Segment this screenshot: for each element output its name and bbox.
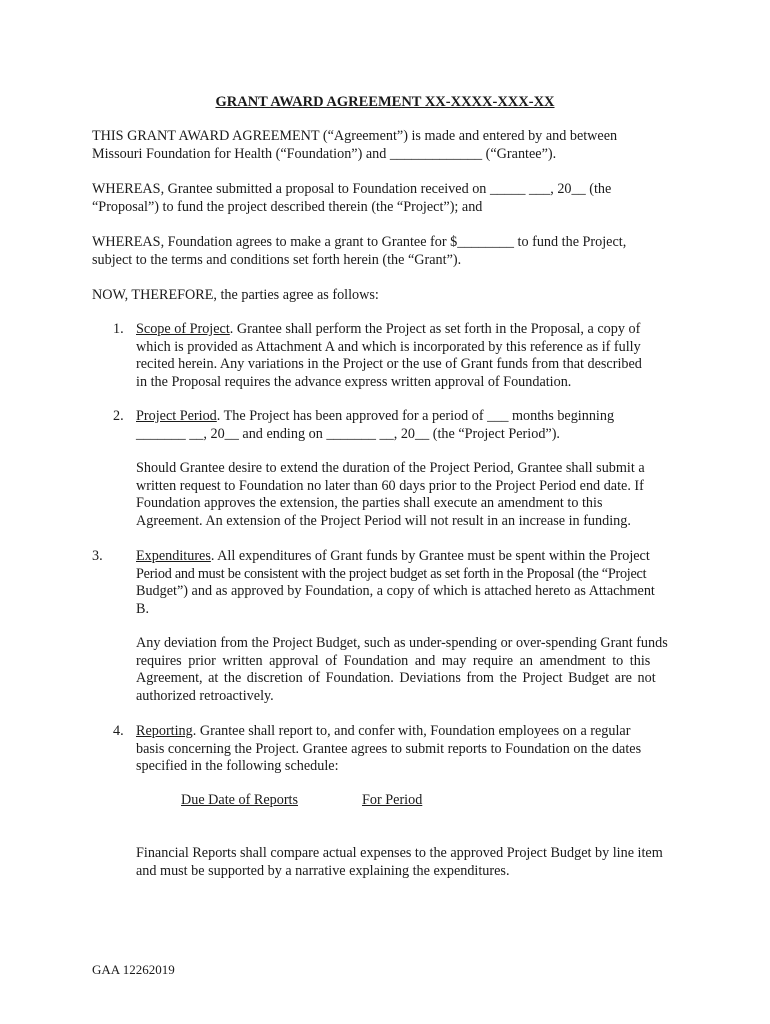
whereas1-line: “Proposal”) to fund the project described therein (the “Project”); and: [92, 198, 483, 215]
section-line: in the Proposal requires the advance express written approval of Foundation.: [136, 373, 572, 390]
financial-reports-paragraph: [136, 845, 663, 880]
section-line: basis concerning the Project. Grantee agrees to submit reports to Foundation on the dates: [136, 740, 642, 757]
section-line: B.: [136, 600, 150, 617]
section-line: Agreement. An extension of the Project Period will not result in an increase in funding.: [136, 512, 631, 529]
whereas1-line: WHEREAS, Grantee submitted a proposal to Foundation received on _____ ___, 20__ (the: [92, 181, 612, 197]
now-therefore-line: NOW, THEREFORE, the parties agree as follows:: [92, 287, 379, 303]
section-line: Should Grantee desire to extend the duration of the Project Period, Grantee shall submit a: [136, 460, 645, 476]
section-line: specified in the following schedule:: [136, 758, 339, 775]
section-heading: Project Period: [136, 408, 217, 424]
section-line: _______ __, 20__ and ending on _______ __, 20__ (the “Project Period”).: [136, 425, 560, 442]
section-line: requires prior written approval of Foundation and may require an amendment to this: [136, 652, 651, 669]
section-heading: Reporting: [136, 723, 193, 739]
section-number: 4.: [113, 723, 124, 739]
section-number: 2.: [113, 408, 124, 424]
schedule-header-due-date: Due Date of Reports: [181, 792, 299, 808]
whereas2-line: subject to the terms and conditions set forth herein (the “Grant”).: [92, 251, 462, 268]
section-line: authorized retroactively.: [136, 687, 274, 704]
section-heading: Expenditures: [136, 548, 211, 564]
intro-line: Missouri Foundation for Health (“Foundation”) and _____________ (“Grantee”).: [92, 145, 557, 162]
whereas2-line: WHEREAS, Foundation agrees to make a grant to Grantee for $________ to fund the Project,: [92, 234, 627, 250]
section-number: 1.: [113, 321, 124, 337]
intro-paragraph: [92, 128, 617, 163]
now-therefore-paragraph: [92, 287, 379, 305]
document-title: GRANT AWARD AGREEMENT XX-XXXX-XXX-XX: [215, 94, 555, 110]
section-line: Budget”) and as approved by Foundation, a copy of which is attached hereto as Attachment: [136, 583, 655, 600]
section-line: Financial Reports shall compare actual expenses to the approved Project Budget by line item: [136, 845, 663, 861]
section-scope-of-project: [136, 321, 642, 391]
whereas-paragraph-2: [92, 234, 626, 269]
section-line: recited herein. Any variations in the Project or the use of Grant funds from that described: [136, 356, 642, 373]
section-heading: Scope of Project: [136, 321, 230, 337]
document-footer-code: GAA 12262019: [92, 962, 175, 977]
section-expenditures: [136, 548, 655, 618]
budget-deviation-paragraph: [136, 635, 668, 705]
project-period-extension-paragraph: [136, 460, 645, 530]
section-text: . Grantee shall report to, and confer with, Foundation employees on a regular: [192, 723, 631, 739]
section-reporting: [136, 723, 641, 776]
section-project-period: [136, 408, 614, 443]
section-number: 3.: [92, 548, 103, 564]
section-line: which is provided as Attachment A and which is incorporated by this reference as if fully: [136, 338, 641, 355]
section-line: written request to Foundation no later than 60 days prior to the Project Period end date. If: [136, 477, 644, 494]
section-line: Agreement, at the discretion of Foundation. Deviations from the Project Budget are not: [136, 670, 656, 687]
section-text: . All expenditures of Grant funds by Grantee must be spent within the Project: [210, 548, 650, 564]
schedule-header-for-period: For Period: [362, 792, 423, 808]
whereas-paragraph-1: [92, 181, 611, 216]
intro-line: THIS GRANT AWARD AGREEMENT (“Agreement”) is made and entered by and between: [92, 128, 618, 144]
section-text: . Grantee shall perform the Project as set forth in the Proposal, a copy of: [229, 321, 641, 337]
section-line: Any deviation from the Project Budget, such as under-spending or over-spending Grant funds: [136, 635, 668, 651]
section-line: and must be supported by a narrative explaining the expenditures.: [136, 862, 510, 879]
section-text: . The Project has been approved for a period of ___ months beginning: [216, 408, 615, 424]
section-line: Period and must be consistent with the project budget as set forth in the Proposal (the “Project: [136, 565, 647, 582]
section-line: Foundation approves the extension, the parties shall execute an amendment to this: [136, 495, 603, 512]
